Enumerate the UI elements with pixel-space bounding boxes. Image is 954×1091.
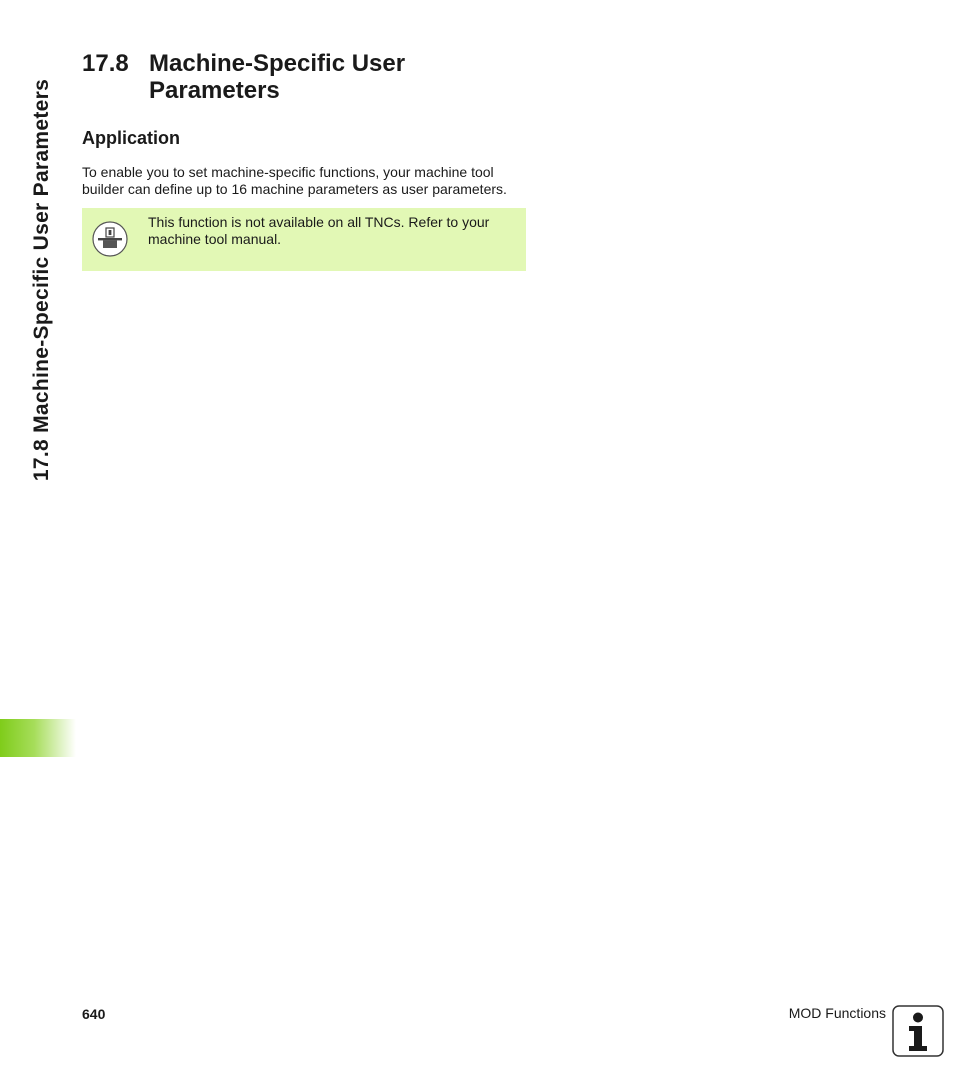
footer-chapter-name: MOD Functions bbox=[788, 1005, 886, 1021]
machine-tool-icon bbox=[92, 221, 128, 257]
chapter-tab-marker bbox=[0, 719, 76, 757]
vertical-section-title bbox=[28, 40, 56, 520]
subsection-heading: Application bbox=[82, 128, 180, 148]
info-icon bbox=[892, 1005, 944, 1057]
section-heading bbox=[82, 50, 532, 104]
vertical-section-title-text: 17.8 Machine-Specific User Parameters bbox=[30, 78, 54, 482]
section-title: Machine-Specific User Parameters bbox=[149, 50, 406, 104]
note-text: This function is not available on all TNCs. Refer to your machine tool manual. bbox=[148, 214, 490, 247]
page-number: 640 bbox=[82, 1006, 106, 1022]
body-paragraph: To enable you to set machine-specific functions, your machine tool builder can define up to 16 machine parameters as user parameters. bbox=[82, 164, 507, 197]
section-number: 17.8 bbox=[82, 50, 129, 77]
machine-note-box bbox=[82, 208, 526, 271]
